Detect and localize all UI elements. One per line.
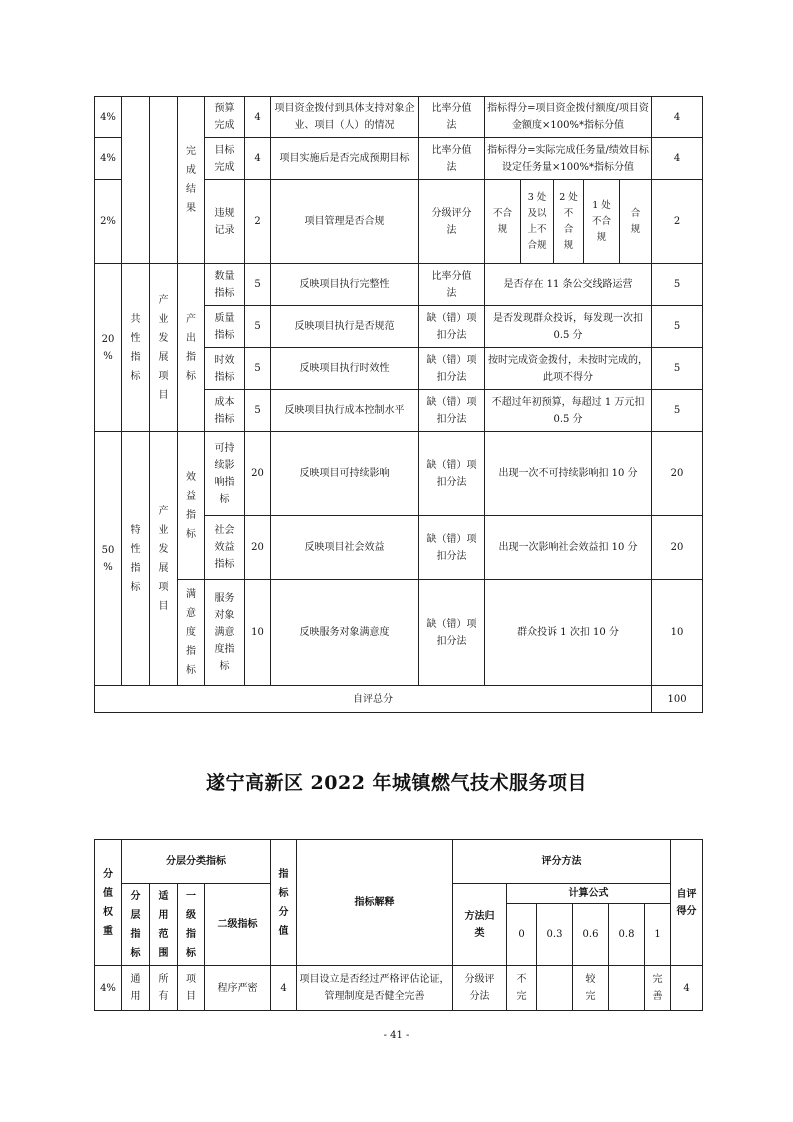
grade-cell bbox=[537, 966, 573, 1011]
self-score: 5 bbox=[652, 264, 703, 306]
indicator-explain: 反映项目社会效益 bbox=[271, 516, 419, 580]
formula: 指标得分=实际完成任务量/绩效目标设定任务量×100%*指标分值 bbox=[485, 138, 652, 180]
indicator-explain: 反映项目执行完整性 bbox=[271, 264, 419, 306]
indicator-score: 20 bbox=[245, 516, 271, 580]
grade-cell: 较 完 bbox=[573, 966, 609, 1011]
level2-procedure: 程序严密 bbox=[205, 966, 271, 1011]
blank-cell bbox=[122, 97, 150, 264]
weight-cell: 2% bbox=[95, 180, 122, 264]
indicator-explain: 反映项目执行时效性 bbox=[271, 348, 419, 390]
level1-benefit-indicator: 效 益 指 标 bbox=[178, 432, 205, 580]
indicator-score: 20 bbox=[245, 432, 271, 516]
level2-sustainability: 可持 续影 响指 标 bbox=[205, 432, 245, 516]
formula: 出现一次不可持续影响扣 10 分 bbox=[485, 432, 652, 516]
scope-industry-project: 产 业 发 展 项 目 bbox=[150, 432, 178, 686]
level2-service-satisfaction: 服务 对象 满意 度指 标 bbox=[205, 580, 245, 686]
level2-budget-completion: 预算 完成 bbox=[205, 97, 245, 138]
weight-cell: 4% bbox=[95, 966, 122, 1011]
indicator-explain: 项目设立是否经过严格评估论证，管理制度是否健全完善 bbox=[297, 966, 453, 1011]
indicator-explain: 反映项目可持续影响 bbox=[271, 432, 419, 516]
level2-quantity: 数量 指标 bbox=[205, 264, 245, 306]
grade-cell bbox=[609, 966, 645, 1011]
header-weight: 分 值 权 重 bbox=[95, 840, 122, 966]
total-value: 100 bbox=[652, 686, 703, 713]
header-grade: 0 bbox=[507, 904, 537, 966]
method-type: 缺（错）项 扣分法 bbox=[419, 516, 485, 580]
formula: 指标得分=项目资金拨付额度/项目资金额度×100%*指标分值 bbox=[485, 97, 652, 138]
self-score: 5 bbox=[652, 390, 703, 432]
method-type: 比率分值 法 bbox=[419, 264, 485, 306]
level2-timeliness: 时效 指标 bbox=[205, 348, 245, 390]
level1-output-indicator: 产 出 指 标 bbox=[178, 264, 205, 432]
header-layer: 分层分类指标 bbox=[122, 840, 271, 884]
formula: 按时完成资金拨付，未按时完成的， 此项不得分 bbox=[485, 348, 652, 390]
header-level1: 一 级 指 标 bbox=[178, 884, 205, 966]
indicator-explain: 反映项目执行是否规范 bbox=[271, 306, 419, 348]
header-method-type: 方法归 类 bbox=[453, 884, 507, 966]
self-score: 4 bbox=[652, 138, 703, 180]
indicator-score: 5 bbox=[245, 348, 271, 390]
indicator-score: 5 bbox=[245, 306, 271, 348]
blank-cell bbox=[150, 97, 178, 264]
level2-social-benefit: 社会 效益 指标 bbox=[205, 516, 245, 580]
indicator-score: 2 bbox=[245, 180, 271, 264]
level2-quality: 质量 指标 bbox=[205, 306, 245, 348]
level1-satisfaction-indicator: 满 意 度 指 标 bbox=[178, 580, 205, 686]
indicator-explain: 项目实施后是否完成预期目标 bbox=[271, 138, 419, 180]
indicator-score: 4 bbox=[245, 97, 271, 138]
level2-violation-record: 违规 记录 bbox=[205, 180, 245, 264]
header-formula: 计算公式 bbox=[507, 884, 671, 904]
grade-cell: 完 善 bbox=[645, 966, 671, 1011]
method-type: 缺（错）项 扣分法 bbox=[419, 390, 485, 432]
indicator-score: 10 bbox=[245, 580, 271, 686]
header-scoring: 评分方法 bbox=[453, 840, 671, 884]
scope-industry-project: 产 业 发 展 项 目 bbox=[150, 264, 178, 432]
formula: 群众投诉 1 次扣 10 分 bbox=[485, 580, 652, 686]
method-type: 比率分值 法 bbox=[419, 138, 485, 180]
method-type: 缺（错）项 扣分法 bbox=[419, 432, 485, 516]
grade-cell: 不合 规 bbox=[485, 180, 521, 264]
layer-common-indicator: 共 性 指 标 bbox=[122, 264, 150, 432]
grade-cell: 1 处 不合 规 bbox=[584, 180, 620, 264]
layer-special-indicator: 特 性 指 标 bbox=[122, 432, 150, 686]
level2-target-completion: 目标 完成 bbox=[205, 138, 245, 180]
header-grade: 0.6 bbox=[573, 904, 609, 966]
header-explain: 指标解释 bbox=[297, 840, 453, 966]
method-type: 缺（错）项 扣分法 bbox=[419, 580, 485, 686]
page-number: - 41 - bbox=[383, 1030, 410, 1041]
method-type: 比率分值 法 bbox=[419, 97, 485, 138]
indicator-score: 5 bbox=[245, 264, 271, 306]
indicator-score: 4 bbox=[245, 138, 271, 180]
method-type: 缺（错）项 扣分法 bbox=[419, 348, 485, 390]
self-score: 5 bbox=[652, 348, 703, 390]
indicator-explain: 项目资金拨付到具体支持对象企业、项目（人）的情况 bbox=[271, 97, 419, 138]
header-indicator-score: 指 标 分 值 bbox=[271, 840, 297, 966]
formula: 不超过年初预算，每超过 1 万元扣 0.5 分 bbox=[485, 390, 652, 432]
grade-cell: 3 处 及以 上不 合规 bbox=[521, 180, 554, 264]
grade-cell: 2 处 不 合 规 bbox=[554, 180, 584, 264]
level1-completion-result: 完 成 结 果 bbox=[178, 97, 205, 264]
indicator-table-bottom bbox=[94, 839, 703, 1011]
level2-cost: 成本 指标 bbox=[205, 390, 245, 432]
method-type: 分级评分 法 bbox=[419, 180, 485, 264]
weight-cell: 4% bbox=[95, 138, 122, 180]
self-score: 20 bbox=[652, 432, 703, 516]
method-type: 缺（错）项 扣分法 bbox=[419, 306, 485, 348]
weight-cell: 50 % bbox=[95, 432, 122, 686]
self-score: 10 bbox=[652, 580, 703, 686]
header-grade: 0.8 bbox=[609, 904, 645, 966]
formula: 是否发现群众投诉，每发现一次扣 0.5 分 bbox=[485, 306, 652, 348]
self-score: 4 bbox=[652, 97, 703, 138]
indicator-explain: 反映项目执行成本控制水平 bbox=[271, 390, 419, 432]
indicator-table-top bbox=[94, 96, 703, 713]
formula: 是否存在 11 条公交线路运营 bbox=[485, 264, 652, 306]
self-score: 20 bbox=[652, 516, 703, 580]
weight-cell: 20 % bbox=[95, 264, 122, 432]
header-grade: 1 bbox=[645, 904, 671, 966]
layer-cell: 通 用 bbox=[122, 966, 150, 1011]
self-score: 5 bbox=[652, 306, 703, 348]
self-score: 2 bbox=[652, 180, 703, 264]
header-level2: 二级指标 bbox=[205, 884, 271, 966]
formula: 出现一次影响社会效益扣 10 分 bbox=[485, 516, 652, 580]
level1-cell: 项 目 bbox=[178, 966, 205, 1011]
self-score: 4 bbox=[671, 966, 703, 1011]
indicator-explain: 项目管理是否合规 bbox=[271, 180, 419, 264]
method-type: 分级评 分法 bbox=[453, 966, 507, 1011]
header-scope: 适 用 范 围 bbox=[150, 884, 178, 966]
weight-cell: 4% bbox=[95, 97, 122, 138]
indicator-score: 4 bbox=[271, 966, 297, 1011]
total-label: 自评总分 bbox=[95, 686, 652, 713]
grade-cell: 合 规 bbox=[620, 180, 652, 264]
header-layer-sub: 分 层 指 标 bbox=[122, 884, 150, 966]
indicator-explain: 反映服务对象满意度 bbox=[271, 580, 419, 686]
indicator-score: 5 bbox=[245, 390, 271, 432]
header-grade: 0.3 bbox=[537, 904, 573, 966]
section-title: 遂宁高新区 2022 年城镇燃气技术服务项目 bbox=[205, 772, 588, 794]
header-self-score: 自评 得分 bbox=[671, 840, 703, 966]
scope-cell: 所 有 bbox=[150, 966, 178, 1011]
grade-cell: 不 完 bbox=[507, 966, 537, 1011]
